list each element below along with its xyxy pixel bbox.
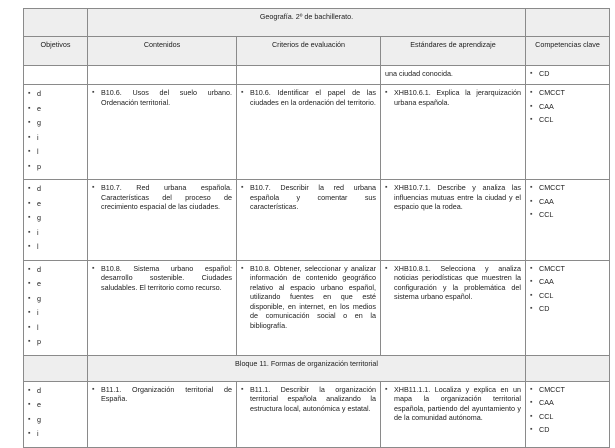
table-title: Geografía. 2º de bachillerato. [88, 9, 526, 37]
objetivo-item: ▪ e [28, 279, 83, 294]
competencia-item: ▪ CMCCT [530, 385, 605, 399]
objetivo-item: ▪ g [28, 118, 83, 133]
continuation-criterio [237, 66, 381, 85]
objetivo-item: ▪ e [28, 199, 83, 214]
continuation-competencias [526, 66, 610, 85]
objetivos-cell [24, 180, 88, 261]
objetivos-cell [24, 381, 88, 447]
estandar-cell [381, 381, 526, 447]
table-row [24, 260, 610, 355]
title-spacer-cell [24, 9, 88, 37]
objetivo-item: ▪ e [28, 104, 83, 119]
objetivo-item: ▪ p [28, 162, 83, 177]
contenido-text: ▪ B10.8. Sistema urbano español: desarrollo sostenible. Ciudades saludables. El territorio como recurso. [92, 264, 232, 293]
competencias-cell [526, 85, 610, 180]
criterio-cell [237, 85, 381, 180]
continuation-contenido [88, 66, 237, 85]
estandar-cell [381, 180, 526, 261]
block-title: Bloque 11. Formas de organización territorial [88, 355, 526, 381]
curriculum-table [23, 8, 610, 448]
title-spacer-cell [526, 9, 610, 37]
estandar-cell [381, 260, 526, 355]
criterio-cell [237, 381, 381, 447]
objetivo-item: ▪ l [28, 323, 83, 338]
criterio-text: ▪ B10.7. Describir la red urbana española y comentar sus características. [241, 183, 376, 212]
objetivo-item: ▪ i [28, 429, 83, 444]
competencia-item: ▪ CCL [530, 115, 605, 129]
continuation-objetivos [24, 66, 88, 85]
objetivo-item: ▪ d [28, 89, 83, 104]
competencias-cell [526, 381, 610, 447]
criterio-text: ▪ B10.6. Identificar el papel de las ciudades en la ordenación del territorio. [241, 88, 376, 107]
competencia-item: ▪ CMCCT [530, 183, 605, 197]
objetivo-item: ▪ p [28, 337, 83, 352]
objetivo-item: ▪ d [28, 184, 83, 199]
criterio-cell [237, 260, 381, 355]
block-title-row [24, 355, 610, 381]
table-row [24, 381, 610, 447]
contenido-cell [88, 85, 237, 180]
competencias-list [530, 88, 605, 129]
contenido-cell [88, 260, 237, 355]
title-row [24, 9, 610, 37]
competencias-cell [526, 180, 610, 261]
competencias-cell [526, 260, 610, 355]
block-spacer-cell [526, 355, 610, 381]
header-estandares: Estándares de aprendizaje [381, 37, 526, 66]
competencia-item: ▪ CMCCT [530, 88, 605, 102]
contenido-cell [88, 381, 237, 447]
criterio-text: ▪ B11.1. Describir la organización territorial española analizando la estructura local, autonómica y estatal. [241, 385, 376, 414]
continuation-row [24, 66, 610, 85]
estandar-text: ▪ XHB10.8.1. Selecciona y analiza noticias periodísticas que muestren la configuración y la problemática del sistema urbano español. [385, 264, 521, 302]
competencia-item: ▪ CCL [530, 291, 605, 305]
criterio-cell [237, 180, 381, 261]
header-criterios: Criterios de evaluación [237, 37, 381, 66]
estandar-text: ▪ XHB10.6.1. Explica la jerarquización urbana española. [385, 88, 521, 107]
objetivo-item: ▪ l [28, 242, 83, 257]
objetivo-item: ▪ d [28, 386, 83, 401]
objetivos-cell [24, 260, 88, 355]
contenido-text: ▪ B10.7. Red urbana española. Características del proceso de crecimiento espacial de las ciudades. [92, 183, 232, 212]
competencia-item: ▪ CD [530, 425, 605, 439]
competencia-item: ▪ CMCCT [530, 264, 605, 278]
objetivos-cell [24, 85, 88, 180]
objetivos-list [28, 386, 83, 444]
objetivo-item: ▪ d [28, 265, 83, 280]
objetivo-item: ▪ e [28, 400, 83, 415]
header-objetivos: Objetivos [24, 37, 88, 66]
competencia-item: ▪ CD [530, 304, 605, 318]
competencia-item: ▪ CAA [530, 398, 605, 412]
objetivos-list [28, 89, 83, 176]
competencia-item: ▪ CCL [530, 210, 605, 224]
objetivo-item: ▪ i [28, 228, 83, 243]
continuation-estandar: una ciudad conocida. [381, 66, 526, 85]
competencia-item: ▪ CAA [530, 102, 605, 116]
objetivos-list [28, 184, 83, 257]
competencia-item: ▪ CCL [530, 412, 605, 426]
contenido-text: ▪ B10.6. Usos del suelo urbano. Ordenación territorial. [92, 88, 232, 107]
competencias-list [530, 69, 605, 79]
header-row [24, 37, 610, 66]
contenido-cell [88, 180, 237, 261]
competencias-list [530, 264, 605, 318]
header-contenidos: Contenidos [88, 37, 237, 66]
criterio-text: ▪ B10.8. Obtener, seleccionar y analizar información de contenido geográfico relativo al espacio urbano español, utilizando fuentes en que esté disponible, en internet, en los medios de comunicación social o en la bibliografía. [241, 264, 376, 331]
estandar-cell [381, 85, 526, 180]
objetivo-item: ▪ g [28, 213, 83, 228]
block-spacer-cell [24, 355, 88, 381]
competencia-item: ▪ CAA [530, 277, 605, 291]
contenido-text: ▪ B11.1. Organización territorial de España. [92, 385, 232, 404]
competencias-list [530, 183, 605, 224]
table-row [24, 85, 610, 180]
competencia-item: ▪ CD [530, 69, 605, 79]
objetivo-item: ▪ g [28, 415, 83, 430]
competencias-list [530, 385, 605, 439]
table-row [24, 180, 610, 261]
competencia-item: ▪ CAA [530, 197, 605, 211]
objetivo-item: ▪ l [28, 147, 83, 162]
estandar-text: ▪ XHB10.7.1. Describe y analiza las influencias mutuas entre la ciudad y el espacio que la rodea. [385, 183, 521, 212]
objetivo-item: ▪ g [28, 294, 83, 309]
objetivos-list [28, 265, 83, 352]
header-competencias: Competencias clave [526, 37, 610, 66]
estandar-text: ▪ XHB11.1.1. Localiza y explica en un mapa la organización territorial española, partiendo del ayuntamiento y de la comunidad autónoma. [385, 385, 521, 423]
objetivo-item: ▪ i [28, 308, 83, 323]
objetivo-item: ▪ i [28, 133, 83, 148]
